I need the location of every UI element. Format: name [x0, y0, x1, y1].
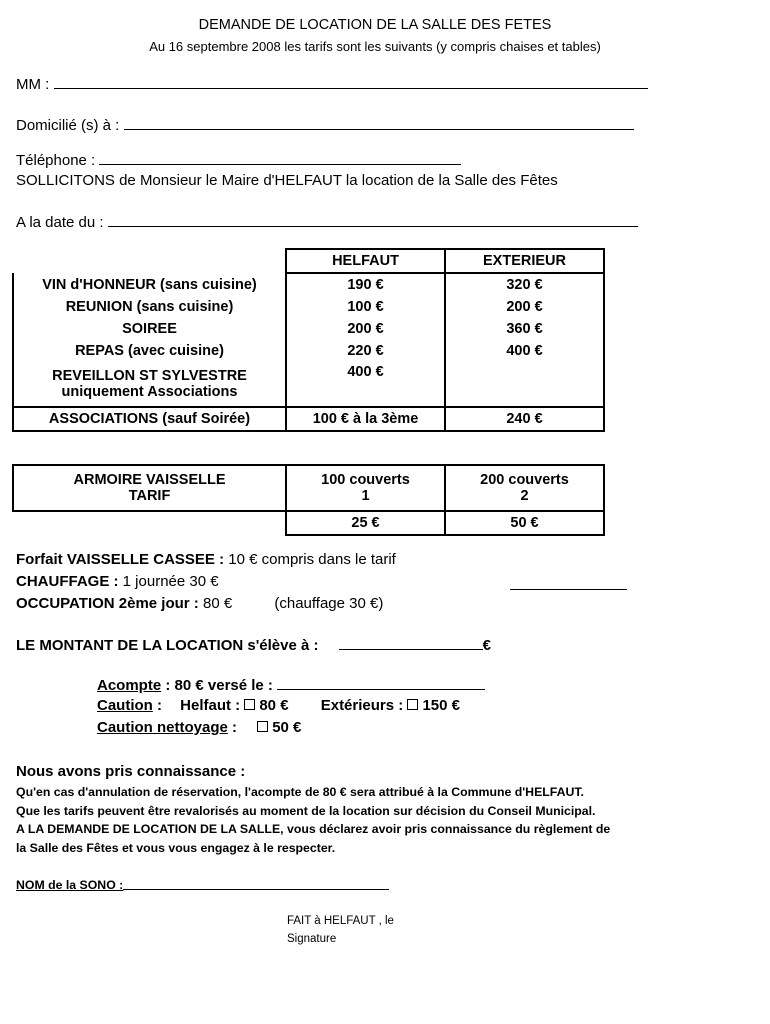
table-row: [13, 296, 604, 318]
acompte-text: : 80 € versé le :: [165, 677, 273, 694]
armoire-col1: [286, 465, 445, 511]
price-exterieur: 400 €: [445, 340, 604, 362]
caution-label: Caution: [97, 697, 153, 714]
montant-label: LE MONTANT DE LA LOCATION s'élève à :: [16, 637, 319, 654]
armoire-col2: [445, 465, 604, 511]
price-helfaut: 100 €: [286, 296, 445, 318]
caution-nettoyage-amount: 50 €: [272, 719, 302, 736]
acompte-label: Acompte: [97, 677, 162, 694]
armoire-table: [12, 464, 605, 536]
caution-helfaut-amount: 80 €: [259, 697, 289, 714]
chauffage-input-line-row: [510, 575, 627, 594]
column-header-exterieur: EXTERIEUR: [445, 249, 604, 273]
domicile-field-row: [16, 115, 634, 134]
caution-helfaut-label: Helfaut :: [180, 697, 241, 714]
table-row: [13, 407, 604, 431]
caution-exterieurs-label: Extérieurs :: [320, 697, 404, 714]
conditions-line: la Salle des Fêtes et vous vous engagez à le respecter.: [16, 841, 336, 855]
caution-nettoyage-label: Caution nettoyage: [97, 719, 228, 736]
caution-exterieurs-checkbox[interactable]: [407, 699, 418, 710]
price-helfaut: 190 €: [286, 273, 445, 296]
column-header-helfaut: HELFAUT: [286, 249, 445, 273]
sono-row: [16, 876, 389, 892]
table-row: [13, 340, 604, 362]
acompte-input-line[interactable]: [277, 675, 485, 690]
occupation-note: (chauffage 30 €): [274, 595, 384, 612]
caution-nettoyage-checkbox[interactable]: [257, 721, 268, 732]
occupation-row: [16, 595, 383, 612]
price-helfaut: 220 €: [286, 340, 445, 362]
page-title: DEMANDE DE LOCATION DE LA SALLE DES FETES: [198, 17, 552, 33]
caution-nettoyage-row: [97, 719, 301, 736]
telephone-input-line[interactable]: [99, 150, 461, 165]
price-helfaut: 100 € à la 3ème: [286, 407, 445, 431]
domicile-input-line[interactable]: [124, 115, 634, 130]
chauffage-input-line[interactable]: [510, 575, 627, 590]
row-label: REPAS (avec cuisine): [13, 340, 286, 362]
chauffage-row: [16, 573, 219, 590]
mm-input-line[interactable]: [54, 74, 648, 89]
row-label: REUNION (sans cuisine): [13, 296, 286, 318]
row-label: ASSOCIATIONS (sauf Soirée): [13, 407, 286, 431]
fait-a-text: FAIT à HELFAUT , le: [287, 915, 394, 927]
sollicitons-text: SOLLICITONS de Monsieur le Maire d'HELFAUT la location de la Salle des Fêtes: [16, 172, 558, 189]
telephone-label: Téléphone :: [16, 152, 96, 169]
date-input-line[interactable]: [108, 212, 638, 227]
armoire-price1: 25 €: [286, 511, 445, 535]
caution-colon: :: [152, 697, 167, 714]
conditions-heading: Nous avons pris connaissance :: [16, 763, 246, 780]
page-subtitle: Au 16 septembre 2008 les tarifs sont les suivants (y compris chaises et tables): [149, 39, 601, 54]
occupation-value: 80 €: [202, 595, 233, 612]
conditions-line: Que les tarifs peuvent être revalorisés au moment de la location sur décision du Conseil Municipal.: [16, 804, 596, 818]
forfait-label: Forfait VAISSELLE CASSEE :: [16, 551, 225, 568]
chauffage-value: 1 journée 30 €: [122, 573, 219, 590]
price-exterieur: [445, 362, 604, 407]
conditions-line: Qu'en cas d'annulation de réservation, l'acompte de 80 € sera attribué à la Commune d'HELFAUT.: [16, 785, 584, 799]
price-helfaut: 400 €: [286, 362, 445, 407]
armoire-label-cell: [13, 465, 286, 511]
armoire-label: ARMOIRE VAISSELLE: [73, 472, 226, 488]
price-helfaut: 200 €: [286, 318, 445, 340]
table-row: [13, 362, 604, 407]
caution-nettoyage-colon: :: [227, 719, 238, 736]
sono-label: NOM de la SONO :: [16, 878, 124, 892]
table-row: [13, 318, 604, 340]
chauffage-label: CHAUFFAGE :: [16, 573, 119, 590]
row-label: VIN d'HONNEUR (sans cuisine): [13, 273, 286, 296]
acompte-row: [97, 675, 485, 694]
caution-helfaut-checkbox[interactable]: [244, 699, 255, 710]
armoire-col1-header: 100 couverts: [321, 472, 410, 488]
table-row: [13, 511, 604, 535]
date-label: A la date du :: [16, 214, 104, 231]
tarifs-table: [12, 248, 605, 432]
mm-field-row: [16, 74, 648, 93]
armoire-price2: 50 €: [445, 511, 604, 535]
signature-label: Signature: [287, 933, 337, 945]
mm-label: MM :: [16, 76, 50, 93]
date-field-row: [16, 212, 638, 231]
table-row: [13, 465, 604, 511]
price-exterieur: 360 €: [445, 318, 604, 340]
forfait-row: [16, 551, 396, 568]
armoire-col2-number: 2: [520, 488, 529, 504]
armoire-col2-header: 200 couverts: [480, 472, 569, 488]
montant-row: [16, 635, 491, 654]
price-exterieur: 320 €: [445, 273, 604, 296]
table-row: [13, 273, 604, 296]
domicile-label: Domicilié (s) à :: [16, 117, 120, 134]
montant-input-line[interactable]: [339, 635, 483, 650]
sono-input-line[interactable]: [123, 877, 389, 890]
row-label: SOIREE: [13, 318, 286, 340]
armoire-col1-number: 1: [361, 488, 370, 504]
price-exterieur: 240 €: [445, 407, 604, 431]
occupation-label: OCCUPATION 2ème jour :: [16, 595, 199, 612]
table-row: [13, 249, 604, 273]
row-label-multiline: [13, 362, 286, 407]
armoire-tarif-label: TARIF: [128, 488, 171, 504]
caution-exterieurs-amount: 150 €: [422, 697, 460, 714]
montant-currency: €: [482, 637, 491, 654]
forfait-value: 10 € compris dans le tarif: [228, 551, 396, 568]
row-label-sub: uniquement Associations: [61, 384, 238, 400]
row-label: REVEILLON ST SYLVESTRE: [52, 368, 247, 384]
price-exterieur: 200 €: [445, 296, 604, 318]
caution-row: [97, 697, 460, 714]
conditions-line: A LA DEMANDE DE LOCATION DE LA SALLE, vous déclarez avoir pris connaissance du règlement de: [16, 822, 611, 836]
telephone-field-row: [16, 150, 461, 169]
